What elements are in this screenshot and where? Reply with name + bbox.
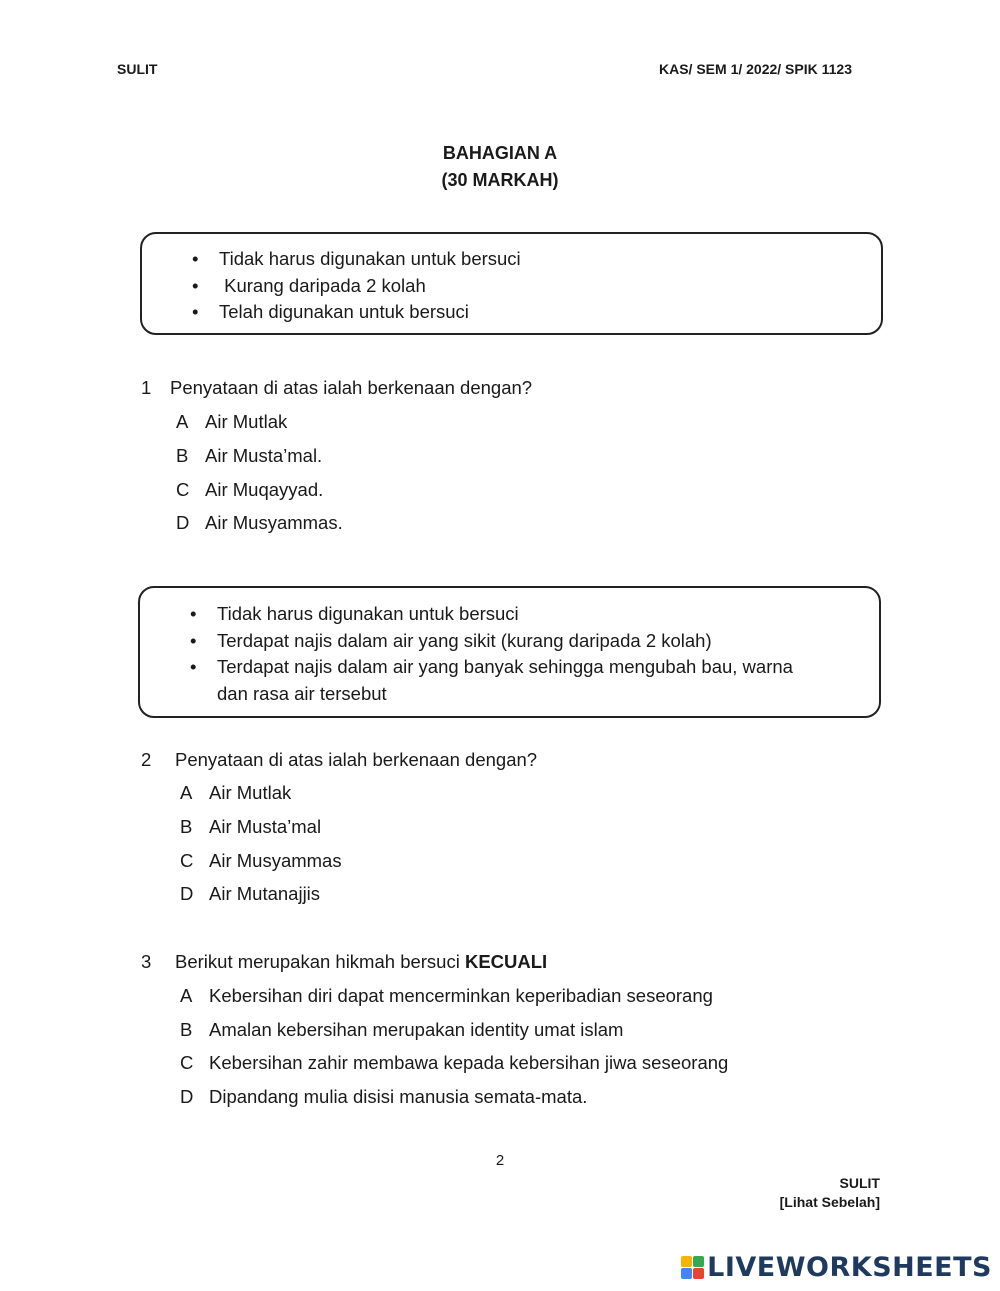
question-number: 3 xyxy=(141,951,152,972)
option-letter: D xyxy=(180,883,194,904)
option-text[interactable]: Air Musyammas. xyxy=(205,512,343,533)
statement-item-continued: dan rasa air tersebut xyxy=(217,682,387,704)
question-number: 2 xyxy=(141,749,152,770)
statement-item: • Terdapat najis dalam air yang sikit (kurang daripada 2 kolah) xyxy=(140,628,879,655)
option-text[interactable]: Kebersihan diri dapat mencerminkan keperibadian seseorang xyxy=(209,985,713,1006)
bullet-icon: • xyxy=(190,603,197,624)
bullet-icon: • xyxy=(192,301,199,322)
statement-item: • Tidak harus digunakan untuk bersuci xyxy=(142,246,881,273)
question-text: Penyataan di atas ialah berkenaan dengan? xyxy=(170,377,533,398)
option-letter: A xyxy=(180,782,193,803)
option-text[interactable]: Air Mutlak xyxy=(205,411,288,432)
footer-sulit: SULIT xyxy=(839,1175,880,1191)
logo-square-green xyxy=(693,1256,704,1267)
statement-item: • Tidak harus digunakan untuk bersuci xyxy=(140,601,879,628)
bullet-icon: • xyxy=(192,274,199,296)
option-text[interactable]: Air Musyammas xyxy=(209,850,342,871)
option-text[interactable]: Air Musta’mal. xyxy=(205,445,323,466)
option-letter: C xyxy=(180,1052,194,1073)
option-letter: D xyxy=(176,512,190,533)
footer-next: [Lihat Sebelah] xyxy=(779,1194,880,1210)
liveworksheets-logo xyxy=(681,1252,992,1283)
logo-square-yellow xyxy=(681,1256,692,1267)
statement-list-2 xyxy=(140,601,879,707)
brand-text: LIVEWORKSHEETS xyxy=(707,1252,992,1283)
bullet-icon: • xyxy=(190,656,197,677)
section-marks: (30 MARKAH) xyxy=(441,170,559,190)
option-text[interactable]: Air Musta’mal xyxy=(209,816,322,837)
question-number: 1 xyxy=(141,377,152,398)
section-title xyxy=(0,140,1000,194)
question-text: Penyataan di atas ialah berkenaan dengan? xyxy=(175,749,538,770)
option-letter: D xyxy=(180,1086,194,1107)
option-letter: B xyxy=(180,816,193,837)
statement-box-2 xyxy=(138,586,881,718)
option-text[interactable]: Air Mutanajjis xyxy=(209,883,321,904)
option-text[interactable]: Air Muqayyad. xyxy=(205,479,324,500)
option-letter: B xyxy=(176,445,189,466)
statement-item: • Kurang daripada 2 kolah xyxy=(142,273,881,300)
question-emphasis: KECUALI xyxy=(464,951,548,972)
option-text[interactable]: Dipandang mulia disisi manusia semata-mata. xyxy=(209,1086,588,1107)
section-heading: BAHAGIAN A xyxy=(442,143,558,163)
option-text[interactable]: Kebersihan zahir membawa kepada kebersihan jiwa seseorang xyxy=(209,1052,729,1073)
logo-icon xyxy=(681,1256,704,1279)
option-letter: A xyxy=(176,411,189,432)
logo-square-red xyxy=(693,1268,704,1279)
question-text: Berikut merupakan hikmah bersuci KECUALI xyxy=(175,951,548,972)
option-letter: B xyxy=(180,1019,193,1040)
page-number: 2 xyxy=(495,1152,505,1169)
bullet-icon: • xyxy=(192,248,199,269)
logo-square-blue xyxy=(681,1268,692,1279)
statement-item: • Telah digunakan untuk bersuci xyxy=(142,299,881,326)
bullet-icon: • xyxy=(190,629,197,651)
header-sulit: SULIT xyxy=(117,61,158,77)
header-code: KAS/ SEM 1/ 2022/ SPIK 1123 xyxy=(659,61,852,77)
option-letter: C xyxy=(176,479,190,500)
footer-note xyxy=(780,1174,880,1212)
statement-box-1 xyxy=(140,232,883,335)
option-letter: A xyxy=(180,985,193,1006)
statement-item: • Terdapat najis dalam air yang banyak sehingga mengubah bau, warna xyxy=(140,654,879,681)
option-text[interactable]: Air Mutlak xyxy=(209,782,292,803)
option-text[interactable]: Amalan kebersihan merupakan identity umat islam xyxy=(209,1019,624,1040)
option-letter: C xyxy=(180,850,194,871)
statement-list-1 xyxy=(142,246,881,326)
